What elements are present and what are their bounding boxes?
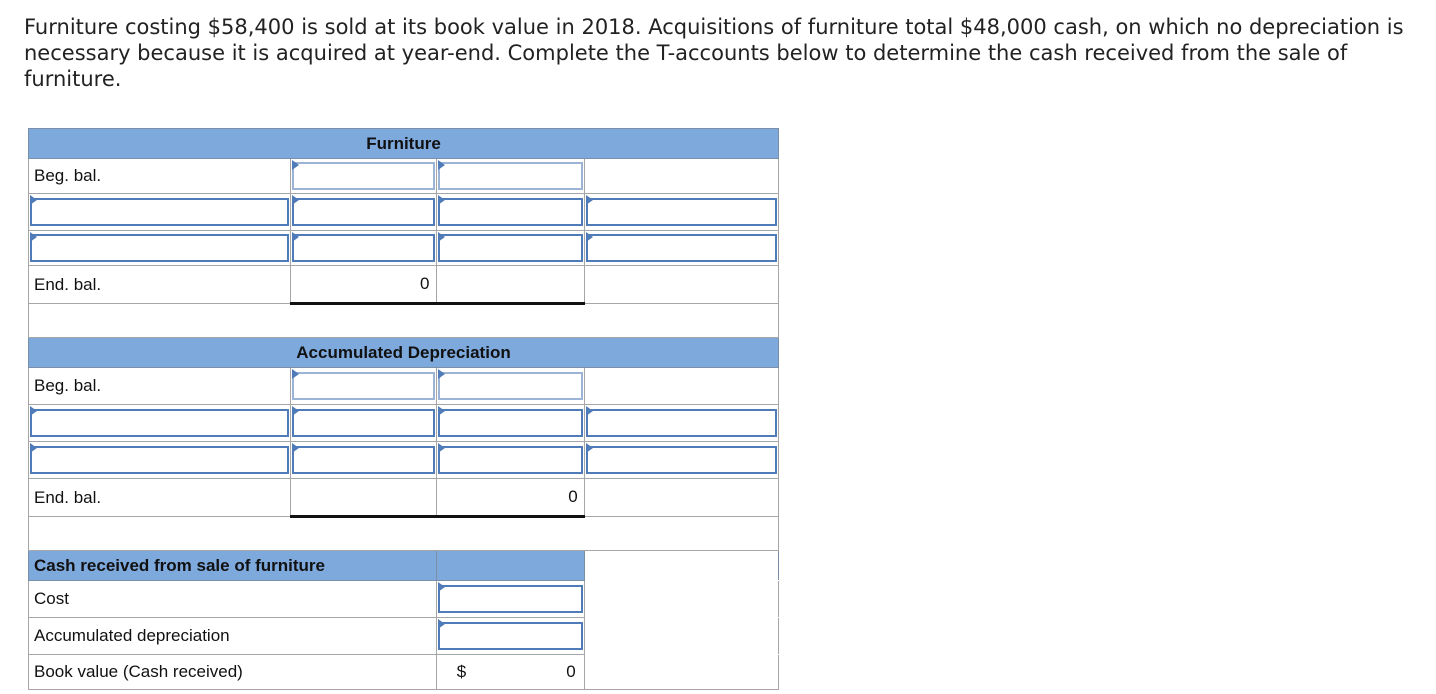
- spacer-row: [29, 304, 779, 338]
- dropdown-marker-icon: [292, 160, 299, 170]
- accum-dep-beg-debit-input[interactable]: [292, 372, 434, 400]
- furniture-end-credit-total: [436, 266, 584, 304]
- cash-sale-cost-label: Cost: [29, 581, 437, 618]
- furniture-beg-debit-input[interactable]: [292, 162, 434, 190]
- cash-sale-header-row: [29, 551, 779, 581]
- dropdown-marker-icon: [438, 160, 445, 170]
- cash-sale-cost-row: [29, 581, 779, 618]
- cash-sale-header-amount: [436, 551, 584, 581]
- accum-dep-beg-row: [29, 368, 779, 405]
- dropdown-marker-icon: [586, 195, 593, 205]
- accum-dep-entry-row-1: [29, 405, 779, 442]
- question-text: Furniture costing $58,400 is sold at its book value in 2018. Acquisitions of furniture total $48,000 cash, on which no depreciation is necessary because it is acquired at year-end. Complete the T-accounts below to determine the cash received from the sale of furniture.: [24, 15, 1404, 91]
- furniture-credit-amount-input-2[interactable]: [438, 234, 583, 262]
- accum-dep-debit-amount-input-2[interactable]: [292, 446, 434, 474]
- dropdown-marker-icon: [292, 195, 299, 205]
- accum-dep-header-row: [29, 338, 779, 368]
- furniture-header-row: [29, 129, 779, 159]
- accum-dep-credit-amount-input-1[interactable]: [438, 409, 583, 437]
- furniture-debit-amount-input-1[interactable]: [292, 198, 434, 226]
- furniture-beg-label: Beg. bal.: [29, 159, 291, 194]
- accum-dep-debit-amount-input-1[interactable]: [292, 409, 434, 437]
- dropdown-marker-icon: [30, 406, 37, 416]
- dropdown-marker-icon: [438, 369, 445, 379]
- spacer-row: [29, 517, 779, 551]
- dropdown-marker-icon: [438, 195, 445, 205]
- dropdown-marker-icon: [438, 232, 445, 242]
- cash-sale-book-value-cell: [436, 655, 584, 690]
- furniture-end-row: [29, 266, 779, 304]
- furniture-title: Furniture: [29, 129, 779, 159]
- accum-dep-beg-credit-input[interactable]: [438, 372, 583, 400]
- dropdown-marker-icon: [292, 232, 299, 242]
- dropdown-marker-icon: [30, 443, 37, 453]
- furniture-end-label: End. bal.: [29, 266, 291, 304]
- accum-dep-title: Accumulated Depreciation: [29, 338, 779, 368]
- accum-dep-beg-label: Beg. bal.: [29, 368, 291, 405]
- dropdown-marker-icon: [438, 443, 445, 453]
- furniture-beg-row: [29, 159, 779, 194]
- accum-dep-credit-account-select-1[interactable]: [586, 409, 777, 437]
- accum-dep-end-label: End. bal.: [29, 479, 291, 517]
- furniture-debit-account-select-2[interactable]: [30, 234, 289, 262]
- dropdown-marker-icon: [586, 406, 593, 416]
- furniture-entry-row-2: [29, 231, 779, 266]
- furniture-beg-blank: [584, 159, 778, 194]
- furniture-debit-account-select-1[interactable]: [30, 198, 289, 226]
- cash-sale-accum-dep-input[interactable]: [438, 622, 583, 650]
- cash-sale-accum-dep-row: [29, 618, 779, 655]
- accum-dep-debit-account-select-1[interactable]: [30, 409, 289, 437]
- furniture-end-balance: 0: [291, 266, 436, 304]
- furniture-credit-amount-input-1[interactable]: [438, 198, 583, 226]
- dropdown-marker-icon: [30, 232, 37, 242]
- dropdown-marker-icon: [292, 443, 299, 453]
- accum-dep-end-blank: [584, 479, 778, 517]
- furniture-entry-row-1: [29, 194, 779, 231]
- accum-dep-debit-account-select-2[interactable]: [30, 446, 289, 474]
- cash-sale-book-value: 0: [566, 662, 576, 681]
- dropdown-marker-icon: [438, 406, 445, 416]
- cash-sale-title: Cash received from sale of furniture: [29, 551, 437, 581]
- currency-symbol: $: [456, 662, 467, 681]
- cash-sale-header-blank: [584, 551, 778, 581]
- furniture-debit-amount-input-2[interactable]: [292, 234, 434, 262]
- accum-dep-end-row: [29, 479, 779, 517]
- dropdown-marker-icon: [438, 619, 445, 629]
- cash-sale-book-value-label: Book value (Cash received): [29, 655, 437, 690]
- dropdown-marker-icon: [586, 232, 593, 242]
- cash-sale-accum-dep-label: Accumulated depreciation: [29, 618, 437, 655]
- cash-sale-book-value-row: [29, 655, 779, 690]
- furniture-beg-credit-input[interactable]: [438, 162, 583, 190]
- furniture-credit-account-select-1[interactable]: [586, 198, 777, 226]
- cash-sale-cost-input[interactable]: [438, 585, 583, 613]
- dropdown-marker-icon: [292, 369, 299, 379]
- t-account-table: [28, 128, 779, 690]
- furniture-credit-account-select-2[interactable]: [586, 234, 777, 262]
- accum-dep-credit-amount-input-2[interactable]: [438, 446, 583, 474]
- dropdown-marker-icon: [586, 443, 593, 453]
- accum-dep-beg-blank: [584, 368, 778, 405]
- t-account-worksheet: [28, 128, 779, 690]
- dropdown-marker-icon: [30, 195, 37, 205]
- accum-dep-entry-row-2: [29, 442, 779, 479]
- accum-dep-end-balance: 0: [436, 479, 584, 517]
- accum-dep-credit-account-select-2[interactable]: [586, 446, 777, 474]
- dropdown-marker-icon: [292, 406, 299, 416]
- accum-dep-end-debit-total: [291, 479, 436, 517]
- dropdown-marker-icon: [438, 582, 445, 592]
- furniture-end-blank: [584, 266, 778, 304]
